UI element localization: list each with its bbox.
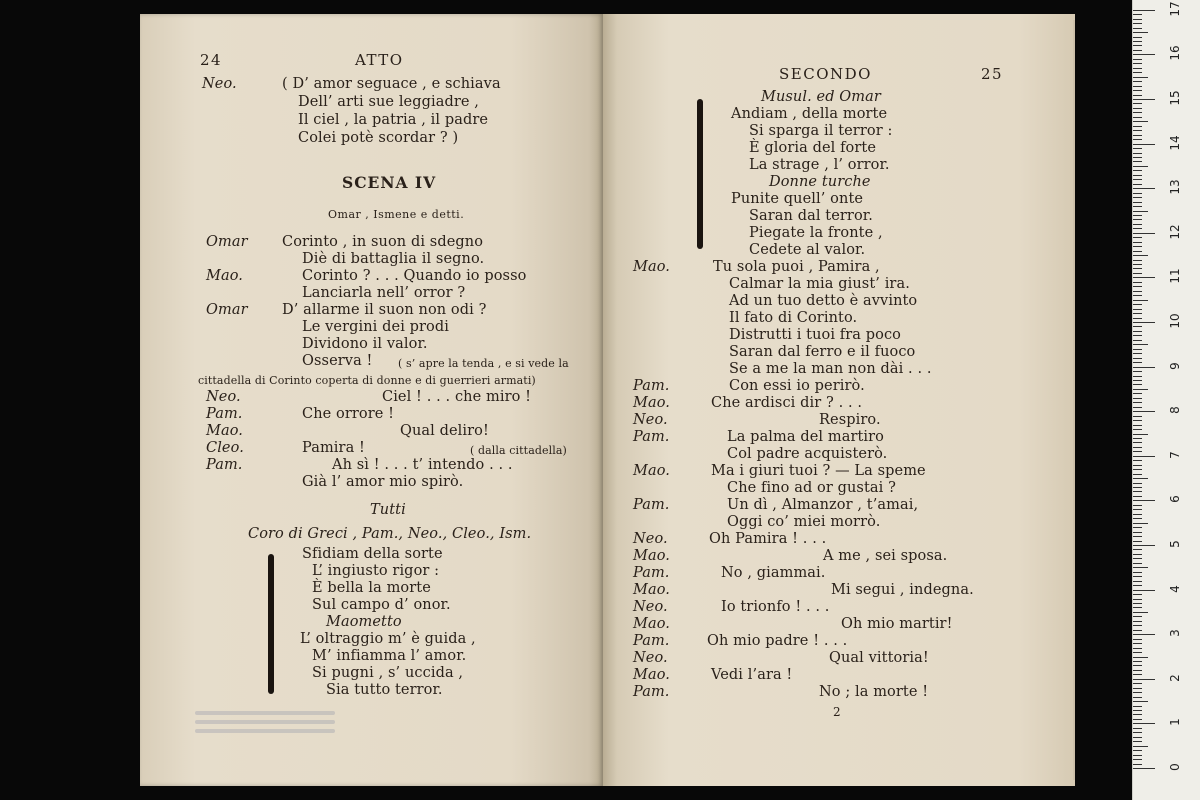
verse-line: Vedi l’ara !	[711, 667, 793, 683]
verse-line: Sfidiam della sorte	[302, 546, 443, 562]
ruler-tick	[1133, 179, 1142, 180]
ruler-tick	[1133, 719, 1142, 720]
ruler-tick	[1133, 273, 1142, 274]
ruler-tick	[1133, 326, 1142, 327]
ruler-number: 7	[1168, 450, 1182, 459]
speaker-label: Pam.	[633, 429, 670, 445]
ruler-number: 12	[1168, 224, 1182, 240]
ruler-tick	[1133, 491, 1142, 492]
speaker-label: Neo.	[202, 76, 237, 92]
ruler-tick	[1133, 541, 1142, 542]
ruler-tick	[1133, 14, 1142, 15]
ruler-tick	[1133, 599, 1142, 600]
ruler-tick	[1133, 634, 1155, 635]
chorus-heading: Musul. ed Omar	[761, 89, 881, 105]
ruler-tick	[1133, 202, 1142, 203]
verse-line: Punite quell’ onte	[731, 191, 864, 207]
chorus-heading: Donne turche	[769, 174, 871, 190]
verse-line: M’ infiamma l’ amor.	[312, 648, 467, 664]
speaker-label: Pam.	[206, 406, 243, 422]
verse-line: Un dì , Almanzor , t’amai,	[727, 497, 919, 513]
ruler-tick	[1133, 594, 1142, 595]
ruler-tick	[1133, 335, 1142, 336]
ruler-tick	[1133, 349, 1142, 350]
ruler-tick	[1133, 318, 1142, 319]
verse-line: Che ardisci dir ? . . .	[711, 395, 863, 411]
speaker-label: Neo.	[633, 412, 668, 428]
ruler-tick	[1133, 429, 1142, 430]
ruler-tick	[1133, 612, 1148, 613]
ruler-tick	[1133, 518, 1142, 519]
ruler-tick	[1133, 233, 1155, 234]
ruler-tick	[1133, 465, 1142, 466]
ruler-tick	[1133, 759, 1142, 760]
speaker-label: Pam.	[633, 497, 670, 513]
ruler-tick	[1133, 603, 1142, 604]
ruler-tick	[1133, 260, 1142, 261]
ruler-tick	[1133, 291, 1142, 292]
verse-line: Oh mio padre ! . . .	[707, 633, 848, 649]
speaker-label: Pam.	[633, 378, 670, 394]
ruler-tick	[1133, 362, 1142, 363]
ruler-tick	[1133, 184, 1142, 185]
ruler-number: 5	[1168, 540, 1182, 548]
ruler-tick	[1133, 277, 1155, 278]
verse-line: Tu sola puoi , Pamira ,	[713, 259, 880, 275]
verse-line: Cedete al valor.	[749, 242, 866, 258]
ruler-number: 13	[1168, 179, 1182, 195]
right-page	[603, 14, 1075, 786]
verse-line: Distrutti i tuoi fra poco	[729, 327, 902, 343]
ruler-tick	[1133, 549, 1142, 550]
ruler-tick	[1133, 309, 1142, 310]
ruler-tick	[1133, 438, 1142, 439]
running-head: ATTO	[355, 51, 404, 69]
ruler-number: 15	[1168, 90, 1182, 106]
ruler-tick	[1133, 755, 1142, 756]
chorus-heading: Maometto	[326, 614, 402, 630]
ruler-tick	[1133, 563, 1142, 564]
ruler-tick	[1133, 710, 1142, 711]
verse-line: Qual deliro!	[400, 423, 489, 439]
ruler-tick	[1133, 32, 1148, 33]
verse-line: L’ ingiusto rigor :	[312, 563, 440, 579]
ruler-tick	[1133, 371, 1142, 372]
ruler-tick	[1133, 697, 1142, 698]
speaker-label: Omar	[206, 302, 248, 318]
ruler-tick	[1133, 197, 1142, 198]
ruler-tick	[1133, 45, 1142, 46]
ruler-tick	[1133, 764, 1142, 765]
speaker-label: Mao.	[206, 268, 243, 284]
measurement-ruler	[1132, 0, 1200, 800]
chorus-heading: Coro di Greci , Pam., Neo., Cleo., Ism.	[248, 526, 532, 542]
ruler-tick	[1133, 255, 1148, 256]
speaker-label: Mao.	[633, 395, 670, 411]
stage-direction: ( s’ apre la tenda , e si vede la	[398, 357, 569, 370]
verse-line: Dividono il valor.	[302, 336, 428, 352]
ruler-tick	[1133, 206, 1142, 207]
ruler-tick	[1133, 72, 1142, 73]
ruler-tick	[1133, 398, 1142, 399]
speaker-label: Mao.	[633, 548, 670, 564]
ruler-tick	[1133, 344, 1148, 345]
scene-title: SCENA IV	[342, 173, 437, 192]
ruler-tick	[1133, 402, 1142, 403]
verse-line: Ciel ! . . . che miro !	[382, 389, 532, 405]
ruler-tick	[1133, 625, 1142, 626]
ruler-tick	[1133, 567, 1148, 568]
ruler-tick	[1133, 509, 1142, 510]
ruler-tick	[1133, 193, 1142, 194]
ruler-tick	[1133, 264, 1142, 265]
ruler-number: 3	[1168, 629, 1182, 638]
ruler-tick	[1133, 77, 1148, 78]
ruler-tick	[1133, 679, 1155, 680]
open-book	[140, 14, 1075, 786]
ruler-tick	[1133, 621, 1142, 622]
ruler-tick	[1133, 68, 1142, 69]
library-stamp	[195, 706, 335, 746]
ruler-tick	[1133, 683, 1142, 684]
speaker-label: Neo.	[633, 599, 668, 615]
ruler-tick	[1133, 558, 1142, 559]
verse-line: Mi segui , indegna.	[831, 582, 974, 598]
ruler-tick	[1133, 416, 1142, 417]
ruler-tick	[1133, 661, 1142, 662]
ruler-tick	[1133, 41, 1142, 42]
ruler-tick	[1133, 554, 1142, 555]
speaker-label: Neo.	[633, 531, 668, 547]
ruler-tick	[1133, 28, 1142, 29]
ruler-tick	[1133, 389, 1148, 390]
speaker-label: Mao.	[633, 259, 670, 275]
verse-line: È gloria del forte	[749, 140, 877, 156]
ruler-tick	[1133, 576, 1142, 577]
ruler-tick	[1133, 514, 1142, 515]
verse-line: Piegate la fronte ,	[749, 225, 883, 241]
ruler-tick	[1133, 692, 1142, 693]
ruler-tick	[1133, 746, 1148, 747]
ruler-tick	[1133, 54, 1155, 55]
ruler-tick	[1133, 300, 1148, 301]
ruler-tick	[1133, 652, 1142, 653]
verse-line: Diè di battaglia il segno.	[302, 251, 485, 267]
ruler-tick	[1133, 527, 1142, 528]
ruler-tick	[1133, 714, 1142, 715]
ruler-tick	[1133, 411, 1155, 412]
ruler-tick	[1133, 153, 1142, 154]
verse-line: Oggi co’ miei morrò.	[727, 514, 881, 530]
ruler-tick	[1133, 237, 1142, 238]
ruler-tick	[1133, 340, 1142, 341]
ruler-tick	[1133, 674, 1142, 675]
page-edge	[1073, 20, 1075, 780]
ruler-number: 8	[1168, 406, 1182, 415]
ruler-tick	[1133, 95, 1142, 96]
speaker-label: Omar	[206, 234, 248, 250]
speaker-label: Neo.	[633, 650, 668, 666]
ruler-tick	[1133, 130, 1142, 131]
page-number: 25	[981, 65, 1004, 83]
ruler-tick	[1133, 572, 1142, 573]
ruler-tick	[1133, 246, 1142, 247]
verse-line: Lanciarla nell’ orror ?	[302, 285, 466, 301]
ruler-tick	[1133, 456, 1155, 457]
verse-line: Saran dal ferro e il fuoco	[729, 344, 916, 360]
ruler-tick	[1133, 380, 1142, 381]
ruler-tick	[1133, 483, 1142, 484]
verse-line: Andiam , della morte	[731, 106, 888, 122]
speaker-label: Mao.	[633, 582, 670, 598]
verse-line: Già l’ amor mio spirò.	[302, 474, 464, 490]
ruler-tick	[1133, 607, 1142, 608]
ruler-tick	[1133, 750, 1142, 751]
verse-brace	[268, 554, 274, 694]
ruler-tick	[1133, 616, 1142, 617]
ruler-tick	[1133, 590, 1155, 591]
verse-line: Corinto ? . . . Quando io posso	[302, 268, 527, 284]
verse-line: Oh Pamira ! . . .	[709, 531, 827, 547]
ruler-tick	[1133, 228, 1142, 229]
ruler-tick	[1133, 59, 1142, 60]
ruler-tick	[1133, 358, 1142, 359]
ruler-number: 14	[1168, 134, 1182, 151]
ruler-tick	[1133, 469, 1142, 470]
ruler-tick	[1133, 304, 1142, 305]
verse-line: Dell’ arti sue leggiadre ,	[298, 94, 479, 110]
speaker-label: Neo.	[206, 389, 241, 405]
ruler-tick	[1133, 367, 1155, 368]
ruler-tick	[1133, 63, 1142, 64]
ruler-tick	[1133, 170, 1142, 171]
verse-line: Si pugni , s’ uccida ,	[312, 665, 464, 681]
ruler-tick	[1133, 331, 1142, 332]
speaker-label: Mao.	[206, 423, 243, 439]
ruler-tick	[1133, 643, 1142, 644]
ruler-tick	[1133, 487, 1142, 488]
verse-line: Le vergini dei prodi	[302, 319, 449, 335]
ruler-tick	[1133, 37, 1142, 38]
verse-line: No ; la morte !	[819, 684, 929, 700]
ruler-tick	[1133, 460, 1142, 461]
ruler-tick	[1133, 157, 1142, 158]
ruler-tick	[1133, 420, 1142, 421]
ruler-tick	[1133, 50, 1142, 51]
ruler-tick	[1133, 536, 1142, 537]
ruler-tick	[1133, 90, 1142, 91]
verse-line: Sul campo d’ onor.	[312, 597, 451, 613]
ruler-tick	[1133, 99, 1155, 100]
ruler-tick	[1133, 665, 1142, 666]
ruler-tick	[1133, 425, 1142, 426]
ruler-tick	[1133, 286, 1142, 287]
ruler-tick	[1133, 211, 1148, 212]
ruler-tick	[1133, 505, 1142, 506]
ruler-tick	[1133, 657, 1148, 658]
ruler-tick	[1133, 353, 1142, 354]
ruler-tick	[1133, 86, 1142, 87]
verse-line: A me , sei sposa.	[823, 548, 948, 564]
verse-line: Respiro.	[819, 412, 881, 428]
running-head: SECONDO	[779, 65, 872, 83]
ruler-tick	[1133, 268, 1142, 269]
ruler-tick	[1133, 121, 1148, 122]
ruler-tick	[1133, 451, 1142, 452]
signature-mark: 2	[833, 705, 841, 719]
ruler-tick	[1133, 251, 1142, 252]
scene-cast: Omar , Ismene e detti.	[328, 208, 465, 221]
speaker-label: Pam.	[206, 457, 243, 473]
ruler-tick	[1133, 224, 1142, 225]
verse-line: Io trionfo ! . . .	[721, 599, 830, 615]
ruler-tick	[1133, 447, 1142, 448]
ruler-tick	[1133, 670, 1142, 671]
ruler-tick	[1133, 728, 1142, 729]
ruler-tick	[1133, 732, 1142, 733]
ruler-number: 9	[1168, 361, 1182, 370]
ruler-tick	[1133, 139, 1142, 140]
ruler-tick	[1133, 723, 1155, 724]
ruler-tick	[1133, 10, 1155, 11]
ruler-tick	[1133, 407, 1142, 408]
page-number: 24	[200, 51, 223, 69]
ruler-number: 11	[1168, 268, 1182, 285]
ruler-tick	[1133, 282, 1142, 283]
ruler-tick	[1133, 585, 1142, 586]
verse-line: No , giammai.	[721, 565, 826, 581]
verse-line: ( D’ amor seguace , e schiava	[282, 76, 501, 92]
ruler-tick	[1133, 701, 1148, 702]
ruler-tick	[1133, 648, 1142, 649]
verse-line: Che fino ad or gustai ?	[727, 480, 896, 496]
verse-line: Il fato di Corinto.	[729, 310, 858, 326]
ruler-tick	[1133, 81, 1142, 82]
ruler-tick	[1133, 188, 1155, 189]
verse-line: Colei potè scordar ? )	[298, 130, 459, 146]
ruler-tick	[1133, 532, 1142, 533]
ruler-tick	[1133, 688, 1142, 689]
ruler-tick	[1133, 117, 1142, 118]
ruler-tick	[1133, 295, 1142, 296]
ruler-tick	[1133, 161, 1142, 162]
ruler-tick	[1133, 148, 1142, 149]
verse-line: Corinto , in suon di sdegno	[282, 234, 484, 250]
ruler-number: 0	[1168, 763, 1182, 771]
verse-line: L’ oltraggio m’ è guida ,	[300, 631, 476, 647]
ruler-tick	[1133, 523, 1148, 524]
verse-line: Ad un tuo detto è avvinto	[729, 293, 918, 309]
verse-line: Col padre acquisterò.	[727, 446, 888, 462]
verse-line: Calmar la mia giust’ ira.	[729, 276, 910, 292]
verse-line: D’ allarme il suon non odi ?	[282, 302, 487, 318]
ruler-number: 10	[1168, 313, 1182, 329]
verse-line: Ma i giuri tuoi ? — La speme	[711, 463, 926, 479]
chorus-heading: Tutti	[370, 502, 406, 518]
verse-line: Pamira !	[302, 440, 365, 456]
verse-line: Che orrore !	[302, 406, 395, 422]
ruler-tick	[1133, 103, 1142, 104]
verse-line: Ah sì ! . . . t’ intendo . . .	[332, 457, 513, 473]
ruler-number: 17	[1168, 1, 1182, 17]
verse-line: Osserva !	[302, 353, 373, 369]
stage-direction: cittadella di Corinto coperta di donne e di guerrieri armati)	[198, 374, 536, 387]
ruler-tick	[1133, 478, 1148, 479]
ruler-tick	[1133, 630, 1142, 631]
verse-line: La strage , l’ orror.	[749, 157, 890, 173]
ruler-tick	[1133, 768, 1155, 769]
ruler-tick	[1133, 393, 1142, 394]
verse-line: Se a me la man non dài . . .	[729, 361, 932, 377]
verse-line: Sia tutto terror.	[326, 682, 443, 698]
speaker-label: Pam.	[633, 633, 670, 649]
ruler-tick	[1133, 376, 1142, 377]
verse-line: Si sparga il terror :	[749, 123, 893, 139]
ruler-tick	[1133, 135, 1142, 136]
ruler-tick	[1133, 215, 1142, 216]
ruler-tick	[1133, 175, 1142, 176]
speaker-label: Pam.	[633, 684, 670, 700]
ruler-tick	[1133, 313, 1142, 314]
verse-brace	[697, 99, 703, 249]
speaker-label: Pam.	[633, 565, 670, 581]
verse-line: Il ciel , la patria , il padre	[298, 112, 489, 128]
ruler-tick	[1133, 384, 1142, 385]
ruler-tick	[1133, 496, 1142, 497]
ruler-number: 2	[1168, 673, 1182, 682]
ruler-tick	[1133, 474, 1142, 475]
speaker-label: Mao.	[633, 616, 670, 632]
ruler-tick	[1133, 545, 1155, 546]
left-page	[140, 14, 603, 786]
ruler-tick	[1133, 500, 1155, 501]
speaker-label: Mao.	[633, 667, 670, 683]
speaker-label: Mao.	[633, 463, 670, 479]
verse-line: Oh mio martir!	[841, 616, 953, 632]
ruler-number: 1	[1168, 718, 1182, 727]
speaker-label: Cleo.	[206, 440, 244, 456]
ruler-tick	[1133, 108, 1142, 109]
verse-line: Con essi io perirò.	[729, 378, 865, 394]
ruler-tick	[1133, 166, 1148, 167]
ruler-tick	[1133, 706, 1142, 707]
verse-line: È bella la morte	[312, 580, 431, 596]
ruler-tick	[1133, 219, 1142, 220]
ruler-tick	[1133, 19, 1142, 20]
ruler-number: 16	[1168, 45, 1182, 62]
ruler-tick	[1133, 442, 1142, 443]
verse-line: Qual vittoria!	[829, 650, 929, 666]
ruler-tick	[1133, 639, 1142, 640]
ruler-tick	[1133, 112, 1142, 113]
ruler-tick	[1133, 737, 1142, 738]
ruler-number: 6	[1168, 495, 1182, 504]
ruler-tick	[1133, 242, 1142, 243]
ruler-tick	[1133, 434, 1148, 435]
ruler-tick	[1133, 322, 1155, 323]
ruler-number: 4	[1168, 584, 1182, 593]
ruler-tick	[1133, 581, 1142, 582]
ruler-tick	[1133, 144, 1155, 145]
ruler-tick	[1133, 126, 1142, 127]
verse-line: Saran dal terror.	[749, 208, 873, 224]
ruler-tick	[1133, 23, 1142, 24]
ruler-tick	[1133, 741, 1142, 742]
stage-direction: ( dalla cittadella)	[470, 444, 567, 457]
verse-line: La palma del martiro	[727, 429, 885, 445]
